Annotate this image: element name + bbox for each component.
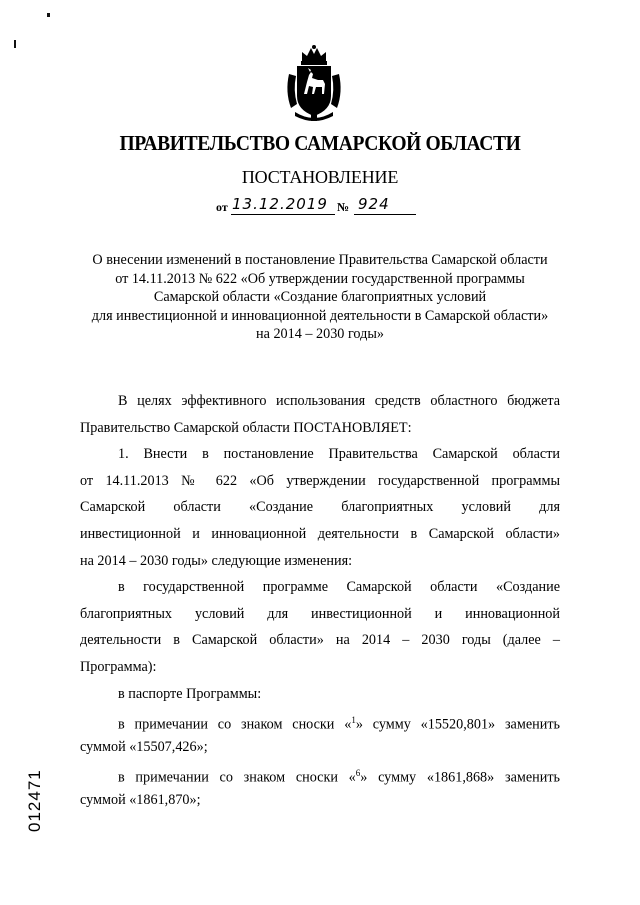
footnote-superscript: 6 bbox=[355, 768, 361, 779]
footnote-note-6 bbox=[80, 760, 560, 787]
title-line: на 2014 – 2030 годы» bbox=[256, 326, 384, 342]
document-type: ПОСТАНОВЛЕНИЕ bbox=[241, 167, 399, 187]
body-line: в паспорте Программы: bbox=[118, 685, 262, 702]
scan-mark-top bbox=[47, 13, 50, 17]
note-text-post: » сумму «1861,868» заменить bbox=[360, 770, 560, 787]
scan-mark-left bbox=[14, 40, 16, 48]
body-line: суммой «1861,870»; bbox=[80, 791, 201, 808]
body-line: в государственной программе Самарской области «Создание bbox=[118, 579, 560, 596]
body-line: В целях эффективного использования средств областного бюджета bbox=[118, 393, 560, 409]
note-text-post: » сумму «15520,801» заменить bbox=[355, 716, 560, 733]
body-line: на 2014 – 2030 годы» следующие изменения: bbox=[80, 552, 353, 569]
body-line: 1. Внести в постановление Правительства Самарской области bbox=[118, 446, 560, 463]
footnote-superscript: 1 bbox=[351, 715, 356, 726]
number-prefix: № bbox=[337, 200, 350, 214]
body-line: Самарской области «Создание благоприятных условий для bbox=[80, 499, 560, 516]
date-prefix: от bbox=[216, 200, 228, 214]
date-underline bbox=[231, 214, 335, 215]
document-title bbox=[70, 251, 570, 344]
side-serial-number: 012471 bbox=[25, 769, 44, 832]
body-line: Программа): bbox=[80, 658, 157, 675]
body-line: деятельности в Самарской области» на 2014 – 2030 годы (далее – bbox=[80, 632, 560, 649]
body-line: благоприятных условий для инвестиционной и инновационной bbox=[80, 605, 560, 622]
title-line: Самарской области «Создание благоприятных условий bbox=[153, 289, 487, 305]
number-underline bbox=[354, 214, 416, 215]
document-date: 13.12.2019 bbox=[232, 195, 328, 213]
title-line: для инвестиционной и инновационной деятельности в Самарской области» bbox=[91, 307, 549, 324]
footnote-note-1 bbox=[80, 707, 560, 734]
body-line: от 14.11.2013 № 622 «Об утверждении государственной программы bbox=[80, 472, 560, 489]
note-text-pre: в примечании со знаком сноски « bbox=[118, 716, 352, 733]
document-number: 924 bbox=[358, 195, 390, 213]
title-line: от 14.11.2013 № 622 «Об утверждении государственной программы bbox=[115, 270, 525, 287]
body-line: суммой «15507,426»; bbox=[80, 738, 208, 755]
document-body bbox=[80, 388, 560, 814]
body-line: Правительство Самарской области ПОСТАНОВЛЯЕТ: bbox=[80, 419, 412, 436]
note-text-pre: в примечании со знаком сноски « bbox=[118, 770, 356, 787]
organization-heading: ПРАВИТЕЛЬСТВО САМАРСКОЙ ОБЛАСТИ bbox=[119, 131, 521, 155]
samara-coat-of-arms-icon bbox=[283, 44, 345, 122]
body-line: инвестиционной и инновационной деятельности в Самарской области» bbox=[80, 525, 560, 542]
title-line: О внесении изменений в постановление Правительства Самарской области bbox=[92, 252, 548, 268]
